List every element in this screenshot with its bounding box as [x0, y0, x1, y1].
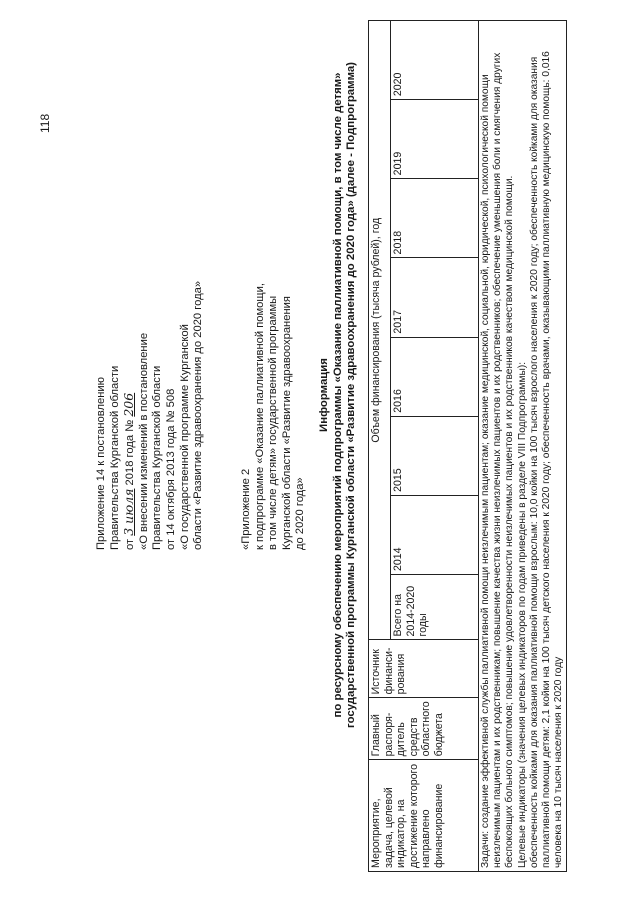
handwritten-date: 3 июля — [121, 488, 137, 536]
year-header: 2014 — [391, 495, 479, 574]
appendix-14-line: Приложение 14 к постановлению — [95, 376, 107, 550]
appendix-14-line: Правительства Курганской области — [151, 365, 164, 550]
indicators-intro: Целевые индикаторы (значения целевых индикаторов по годам приведены в разделе VIII Подпрограммы): — [516, 361, 528, 868]
year-header: 2019 — [391, 100, 479, 179]
indicators-text: обеспеченность койками для оказания паллиативной помощи взрослым: 10,0 койки на 100 тысяч взрослого населения к 2020 году; обеспеченность койками для оказания паллиативной помощи детям: 2,1 койки на 100 тысяч детского населения к 2020 году; обеспеченность врачами, оказывающими паллиативную медицинскую помощь: 0,016 человека на 10 тысяч населения к 2020 году — [528, 51, 565, 868]
appendix-2-line: Курганской области «Развитие здравоохранения — [280, 296, 293, 550]
appendix-14-line: области «Развитие здравоохранения до 2020 года» — [192, 280, 205, 550]
appendix-14-line: «О внесении изменений в постановление — [137, 332, 150, 550]
col-header-volume: Объем финансирования (тысяча рублей), год — [369, 21, 391, 640]
appendix-14-line: «О государственной программе Курганской — [178, 324, 191, 550]
year-header: 2017 — [391, 258, 479, 337]
year-header: 2020 — [391, 21, 479, 100]
appendix-2-line: в том числе детям» государственной программы — [267, 295, 280, 550]
appendix-14-date-line — [122, 50, 138, 550]
handwritten-doc-number: 206 — [121, 392, 137, 417]
appendix-2-line: к подпрограмме «Оказание паллиативной помощи, — [253, 283, 266, 550]
year-header: 2015 — [391, 416, 479, 495]
appendix-14-block — [95, 50, 206, 550]
appendix-2-block — [240, 30, 308, 550]
document-title — [318, 35, 359, 755]
appendix-14-line: от 14 октября 2013 года № 508 — [164, 388, 177, 550]
tasks-text: Задачи: создание эффективной службы паллиативной помощи неизлечимым пациентам; оказание медицинской, социальной, юридической, психологической помощи неизлечимым пациентам и их родственникам; повышение качества жизни неизлечимых пациентов и их родственников; обеспечение уменьшения боли и смягчения других беспокоящих больного симптомов; повышение удовлетворенности неизлечимых пациентов и их родственников качеством медицинской помощи. — [480, 52, 516, 868]
title-line: Информация — [318, 358, 330, 432]
resource-table — [368, 20, 567, 872]
tasks-and-indicators-row — [479, 21, 567, 872]
appendix-2-line: до 2020 года» — [294, 477, 307, 550]
col-header-source: Источник финанси-рования — [369, 640, 479, 698]
date-prefix: от — [124, 538, 137, 550]
date-middle: 2018 года № — [124, 419, 137, 486]
col-header-manager: Главный распоря-дитель средств областного бюджета — [369, 698, 479, 760]
title-line: государственной программы Курганской области «Развитие здравоохранения до 2020 года» (далее - Подпрограмма) — [345, 62, 358, 728]
year-header: 2018 — [391, 179, 479, 258]
col-header-total: Всего на 2014-2020 годы — [391, 575, 479, 640]
col-header-activity: Мероприятие, задача, целевой индикатор, на достижение которого направлено финансирование — [369, 760, 479, 872]
appendix-14-line: Правительства Курганской области — [108, 365, 121, 550]
page-number: 118 — [38, 113, 52, 133]
appendix-2-line: «Приложение 2 — [240, 468, 252, 550]
year-header: 2016 — [391, 337, 479, 416]
title-line: по ресурсному обеспечению мероприятий подпрограммы «Оказание паллиативной помощи, в том числе детям» — [331, 72, 344, 718]
